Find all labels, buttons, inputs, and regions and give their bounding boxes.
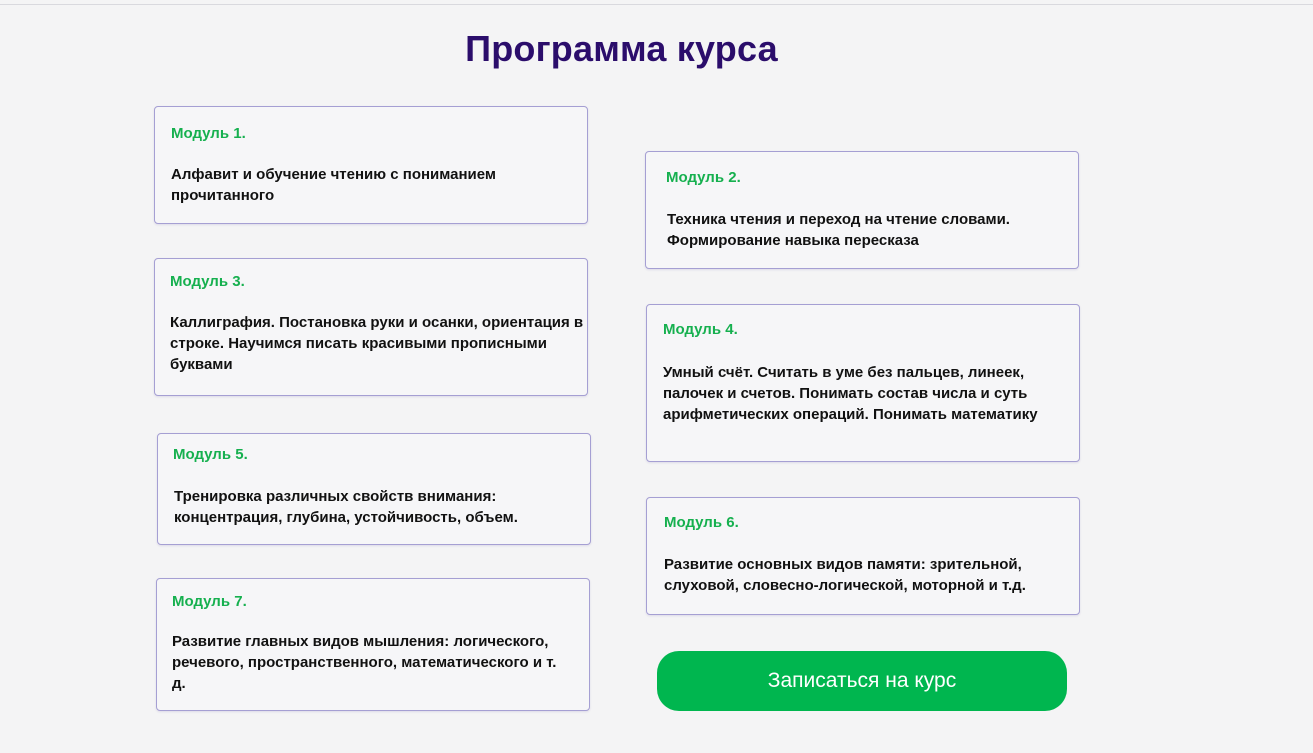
module-card-4	[646, 304, 1080, 462]
module-4-text: Умный счёт. Считать в уме без пальцев, линеек, палочек и счетов. Понимать состав числа и суть арифметических операций. Понимать математику	[663, 364, 1038, 423]
enroll-button[interactable]: Записаться на курс	[657, 651, 1067, 711]
module-card-1	[154, 106, 588, 224]
module-7-title: Модуль 7.	[172, 593, 247, 610]
module-3-title: Модуль 3.	[170, 273, 245, 290]
module-2-text: Техника чтения и переход на чтение словами. Формирование навыка пересказа	[667, 211, 1010, 249]
module-card-5	[157, 433, 591, 545]
module-1-title: Модуль 1.	[171, 125, 246, 142]
top-divider	[0, 4, 1313, 5]
module-6-title: Модуль 6.	[664, 514, 739, 531]
module-card-6	[646, 497, 1080, 615]
module-card-2	[645, 151, 1079, 269]
module-2-title: Модуль 2.	[666, 169, 741, 186]
module-4-title: Модуль 4.	[663, 321, 738, 338]
module-3-text: Каллиграфия. Постановка руки и осанки, ориентация в строке. Научимся писать красивыми прописными буквами	[170, 314, 584, 373]
module-1-text: Алфавит и обучение чтению с пониманием прочитанного	[171, 166, 497, 204]
module-6-text: Развитие основных видов памяти: зрительной, слуховой, словесно-логической, моторной и т.д.	[664, 556, 1026, 594]
module-card-3	[154, 258, 588, 396]
page-title: Программа курса	[465, 28, 778, 69]
module-7-text: Развитие главных видов мышления: логического, речевого, пространственного, математического и т. д.	[172, 633, 557, 692]
module-5-title: Модуль 5.	[173, 446, 248, 463]
module-5-text: Тренировка различных свойств внимания: концентрация, глубина, устойчивость, объем.	[174, 488, 518, 526]
module-card-7	[156, 578, 590, 711]
